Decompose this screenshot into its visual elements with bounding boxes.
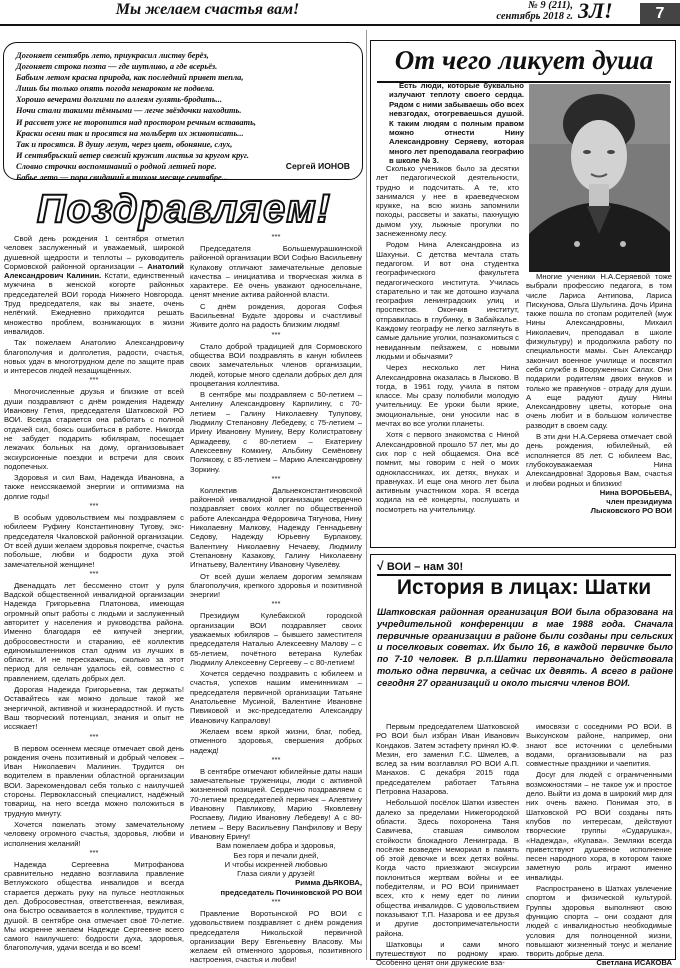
page-header [0,0,680,26]
poem-line: И сентябрьский ветер свежий кружит листья за кругом круг. [16,150,249,160]
poem-author: Сергей ИОНОВ [285,161,350,171]
history-article-column-2 [526,720,672,968]
check-icon: √ [377,559,387,573]
section-separator: *** [271,897,281,906]
section-separator: *** [89,375,99,385]
poem-line: Догоняет строка поэта — где шутливо, а где всерьёз. [16,62,218,72]
verse-line: Без горя и печали дней, [233,850,319,860]
greetings-column-1 [4,232,184,958]
highlighted-name: Анатолий Александрович Калинин. [4,261,184,281]
newspaper-logo: 3Л! [578,0,613,23]
paragraph: Первым председателем Шатковской РО ВОИ был избран Иван Иванович Кондаков. Затем эстафету принял Ю.Ф. Мезин, его заменил Г.С. Шмелев, а вслед за ним возглавлял РО ВОИ А.П. Манахов. С декабря 2015 года председателем работает Татьяна Петровна Назарова. [376,722,519,797]
paragraph: Двенадцать лет бессменно стоит у руля Вадской общественной инвалидной организации Надежда Григорьевна Платонова, имеющая огромный опыт работы с людьми и заслуженный авторитет у населения и руководства района. Именно благодаря её кипучей энергии, добросовестности и старанию, её коллектив единомышленников стал одним из лучших в области. И не перескажешь, сколько за этот период для сельчан удалось ей, совместно с правлением, сделать добрых дел. [4,580,184,683]
paragraph: Шатковцы и сами много путешествуют по родному краю. Особенно ценят они дружеские вза- [376,939,519,968]
section-separator: *** [271,754,281,764]
paragraph: В сентябре мы поздравляем с 50-летием – Ангелину Александровну Карпилину, с 70-летием – Галину Николаевну Тулупову, Людмилу Степановну Лебедеву, с 75-летием – Ирину Ивановну Мунину, Веру Колистратовну Аржадееву, с 80-летием – Екатерину Алексеевну Комкину, Альбину Семёновну Полякову, с 85-летием – Марию Александровну Зоркину. [190,390,362,474]
paragraph: Хотя с первого знакомства с Ниной Александровной прошло 57 лет, мы до сих пор с ней общаемся. Она всё помнит, мы говорим с ней о моих одноклассниках, их детях, внуках и правнуках. И еще она много лет была активным участником хора. Я всегда ходила на её концерты, послушать и посмотреть на учительницу. [376,430,519,514]
teacher-article-column-2 [526,270,672,542]
poem-line: Бабье лето — пора свиданий в тихом месяце сентябре... [16,173,229,183]
lead-text: Есть люди, которые буквально излучают теплоту своего сердца. Рядом с ними забываешь обо всех невзгодах, отогреваешься душой. К таким людям с полным правом можно отнести Нину Александровну Серяеву, которая много лет преподавала географию в школе № 3. [389,81,524,166]
paragraph: имосвязи с соседними РО ВОИ. В Выксунском районе, например, они знают все источники с целебными водами, организовывали на раз совместные праздники и чаепития. [526,722,672,769]
section-separator: *** [89,731,99,741]
paragraph: Дорогая Надежда Григорьевна, так держать! Оставайтесь как можно дольше такой же энергичной, активной и жизнерадостной. И пусть Ваш творческий потенциал, знания и опыт не иссякает! [4,685,184,732]
poem-line: Лишь бы только опять погода ненароком не подвела. [16,84,215,94]
section-separator: *** [89,568,99,578]
poem-line: Словно строчки воспоминаний о родной летней поре. [16,161,217,171]
paragraph [4,234,184,336]
article-title: История в лицах: Шатки [396,576,652,599]
signature: Нина ВОРОБЬЕВА, [599,487,672,497]
paragraph: В сентябре отмечают юбилейные даты наши замечательные труженицы, люди с активной жизненной позицией. Сердечно поздравляем с 70-летием председателей первичек – Алевтину Ивановну Павликову, Марию Яковлевну Роспаеву, Лидию Ивановну Лебедеву! А с 80-летием – Веру Васильевну Панфилову и Веру Ивановну Ерину! [190,766,362,841]
verse-line: Вам пожелаем добра и здоровья, [216,841,336,851]
history-article-column-1 [376,720,519,968]
signature: председатель Починковской РО ВОИ [220,887,362,897]
section-separator: *** [271,473,281,483]
section-separator: *** [271,329,281,339]
congratulations-banner [10,184,358,234]
issue-info [418,0,573,22]
verse-line: И чтобы искренней любовью [224,859,328,869]
page-number: 7 [640,3,680,24]
paragraph: Желаем всем яркой жизни, благ, побед, отменного здоровья, свершения добрых надежд! [190,726,362,755]
paragraph: Коллектив Дальнеконстантиновской районной инвалидной организации сердечно поздравляет своих коллег по общественной работе Александра Фёдоровича Тягунова, Нину Николаевну Малкову, Надежду Геннадьевну Седову, Надежду Юрьевну Бурлакову, Валентину Николаевну Нечаеву, Людмилу Степановну Казакову, Галину Николаевну Игнатьеву, Валентину Ивановну Чувелёву. [190,485,362,570]
signature-org: Лысковского РО ВОИ [590,506,672,516]
article-lead [389,81,524,166]
greetings-column-2 [190,232,362,965]
paragraph: Правление Воротынской РО ВОИ с удовольствием поздравляет с днём рождения председателя Никольской первичной организации Веру Евгеньевну Власову. Мы желаем ей отменного здоровья, позитивного настроения, счастья и любви! [190,909,362,965]
poem-line: Догоняет сентябрь лето, приукрасил листву берёз, [16,51,209,60]
poem-line: Бабьим летом красна природа, как последний привет тепла, [16,73,244,83]
section-separator: *** [89,847,99,857]
article-lead: Шатковская районная организация ВОИ была образована на учредительной конференции в мае 1988 года. Сначала первичные организации в районе были созданы при сельских и поселковых советах. Их было 16, в каждой первичке было по 7-10 человек. В р.п.Шатки первоначально действовала только одна первичка, а сейчас их девять. А всего в районе сегодня 27 организаций и около тысячи членов ВОИ. [377,607,673,688]
paragraph: Стало доброй традицией для Сормовского общества ВОИ поздравлять в канун юбилеев своих замечательных членов организации, людей, которые много сделали добрых дел для процветания коллектива. [190,341,362,388]
signature: Светлана ИСАКОВА [596,958,672,968]
poem-line: Ночи стали такими тёмными — легче звёздочки находить. [16,106,242,116]
paragraph-text: Кстати, единственный мужчина в женской когорте районных председателей ВОИ города Нижнего Новгорода. Труд председателя, как вы знаете, очень нелёгкий. Ежедневно приходится решать множество проблем, возникающих в жизни инвалидов. [4,271,185,336]
signature: Римма ДЬЯКОВА, [295,878,362,888]
section-separator: *** [271,232,281,241]
paragraph: Председателя Большемурашкинской районной организации ВОИ Софью Васильевну Кулакову отличают замечательные деловые качества – инициатива и творческая жилка в характере. Её очень уважают односельчане, ценят мнение актива районной власти. [190,244,362,300]
section-separator: *** [89,501,99,511]
paragraph: Президиум Кулебакской городской организации ВОИ поздравляет своих уважаемых юбиляров – бывшего заместителя председателя Наталью Алексеевну Малову – с 65-летием, почётного ветерана Кулебак Людмилу Алексеевну Сергееву – с 80-летием! [190,611,362,667]
article-title: От чего ликует душа [394,45,654,75]
paragraph-text: Свой день рождения 1 сентября отметил человек заслуженный и уважаемый, широкой душевной щедрости и теплоты – руководитель Сормовской районной организации – [4,234,184,271]
rubric-tag [377,559,463,573]
paragraph: Сколько учеников было за десятки лет педагогической деятельности, трудно и подсчитать. А те, кто занимался у нее в краеведческом кружке, на всю жизнь запомнили походы, рассветы и закаты, пахнущую дымом уху, лыжные прогулки по заснеженному лесу. [376,164,519,239]
poem-line: Краски осени так и просятся на мольберт их живописать... [16,128,244,138]
paragraph: Досуг для людей с ограниченными возможностями – не такое уж и простое дело. Выйти из дома в широкий мир для них очень важно. Понимая это, в Шатковской РО ВОИ созданы пять клубов по интересам, действуют творческие группы «Сударушка», «Надежда», «Купава». Земляки всегда приветствуют душевное исполнение песен народного хора, в котором также заметную роль играют именно инвалиды. [526,770,672,882]
column-divider [366,30,367,960]
poem-box [3,42,363,183]
paragraph: Хочется пожелать этому замечательному человеку огромного счастья, здоровья, любви и исполнения желаний! [4,819,184,848]
banner-text: Поздравляем! [36,187,332,231]
header-title: Мы желаем счастья вам! [115,1,300,18]
paragraph: С днём рождения, дорогая Софья Васильевна! Будьте здоровы и счастливы! Живите долго на радость близким людям! [190,301,362,330]
section-separator: *** [271,599,281,609]
paragraph: Распространено в Шатках увлечение спортом и физической культурой. Группы здоровья выполняют свою функцию спорта – они создают для людей с инвалидностью необходимые условия для полноценной жизни, повышают жизненный тонус и желание творить добрые дела. [526,884,672,959]
paragraph: В первом осеннем месяце отмечает свой день рождения очень позитивный и добрый человек – Иван Николаевич Малинин. Трудится он водителем в правлении областной организации ВОИ. Зарекомендовал себя только с наилучшей стороны. Первоклассный специалист, надёжный товарищ, на него всегда можно положиться в трудную минуту. [4,743,184,818]
signature-role: член президиума [606,497,672,507]
header-divider [0,24,680,26]
poem-line: Хорошо вечерами долгими по аллеям гулять-бродить... [16,95,222,105]
paragraph: Многочисленные друзья и близкие от всей души поздравляют с днём рождения Надежду Ивановну Гетия, председателя Шатковской РО ВОИ. Всегда старается она работать с полной отдачей сил, боясь ошибиться в работе. Никогда не забудет подарить юбилярам, посещает лежачих больных на дому, организовывает экскурсионные поездки и встречи для своих подопечных. [4,387,184,471]
paragraph: В эти дни Н.А.Серяева отмечает свой день рождения, юбилейный, ей исполняется 85 лет. С юбилеем Вас, глубокоуважаемая Нина Александровна! Здоровья Вам, счастья и любви родных и близких! [526,432,672,488]
paragraph: Хочется сердечно поздравить с юбилеем и счастья, успехов нашим именинникам – председателя первичной организации Татьяне Анатольевне Мусиной, Валентине Ивановне Пивиковой и экс-председателю Александру Ивановичу Капралову! [190,669,362,725]
paragraph: От всей души желаем дорогим землякам благополучия, крепкого здоровья и позитивной энергии! [190,571,362,600]
portrait-illustration [529,84,670,272]
issue-date: сентябрь 2018 г. [496,11,573,22]
paragraph: Так пожелаем Анатолию Александровичу благополучия и долголетия, радости, счастья, новых удач в многотрудном деле по защите прав и интересов людей незащищённых. [4,338,184,376]
paragraph: В особым удовольствием мы поздравляем с юбилеем Руфину Константиновну Тугову, экс-председателя Чкаловской районной организации. От всей души желаем здоровья покрепче, счастья побольше, любви и бодрости духа этой замечательной женщине! [4,513,184,569]
teacher-article-column-1 [376,162,519,544]
paragraph: Надежда Сергеевна Митрофанова сравнительно недавно возглавила правление Ветлужского общества инвалидов и всегда старается держать руку на пульсе неотложных дел. Добросовестная, ответственная, вежливая, она быстро осваивается в коллективе, трудится с душой. В сентябре она отмечает своё 70-летие. Мы искренне желаем Надежде Сергеевне всего самого наилучшего: бодрости духа, здоровья, благополучия, удачи всегда и во всем! [4,859,184,953]
poem-line: Так и просятся. В душу лезут, через цвет, обоняние, слух, [16,139,233,149]
verse-line: Глаза сияли у друзей! [237,869,315,879]
paragraph: Многие ученики Н.А.Серяевой тоже выбрали профессию педагога, в том числе Лариса Антипова, Лариса Пискунова, Ольга Шульгина. Дочь Ирина также пошла по стопам родителей (муж Нины Александровны, Михаил Николаевич, преподавал в школе физкультуру) и продолжила работу по специальности мамы. Сын Александр закончил военное училище и посвятил себя службе в Вооруженных Силах. Они подарили родителям двоих внуков и только же правнуков - отраду для души. А еще радуют душу Нины Александровну цветы, которые она очень любит и в большом количестве разводит в своем саду. [526,272,672,430]
paragraph: Через несколько лет Нина Александровна оказалась в Лысково. В тогда, в 1961 году, учила в пятом классе. Мы сразу полюбили молодую учительницу. Ее уроки были яркие, эмоциональные, они уносили нас в мечтах во все уголки планеты. [376,363,519,429]
portrait-photo [529,84,670,272]
rubric-label: ВОИ – нам 30! [386,561,464,573]
paragraph: Здоровья и сил Вам, Надежда Ивановна, а также неиссякаемой энергии и оптимизма на долгие годы! [4,473,184,501]
paragraph: Родом Нина Александровна из Шахуньи. С детства мечтала стать педагогом. И вот она студентка географического факультета педагогического института. Училась старательно и так же дотошно изучала география ленинградских улиц и проспектов. Окончив институт, отправилась в глубинку, в Забайкалье. Каждому географу не легко заглянуть в самые дальние уголки, познакомиться с невиданным пейзажем, с новыми людьми и обычаями? [376,240,519,361]
issue-number: № 9 (211), [528,0,573,11]
paragraph: Небольшой посёлок Шатки известен далеко за пределами Нижегородской области. Здесь похоронена Таня Савичева, ставшая символом стойкости блокадного Ленинграда. В посёлке возведен мемориал в память об этой девочке и всех детях войны. Когда часто приезжают экскурсии поклониться жертвам войны и ее победителям, и РО ВОИ принимает всех, кто к нему едет по линии общества инвалидов. С удовольствием показывают Т.П. Назарова и ее друзья и другие достопримечательности района. [376,798,519,938]
poem-line: И рассвет уже не торопится над простором речным вставать, [16,117,256,127]
